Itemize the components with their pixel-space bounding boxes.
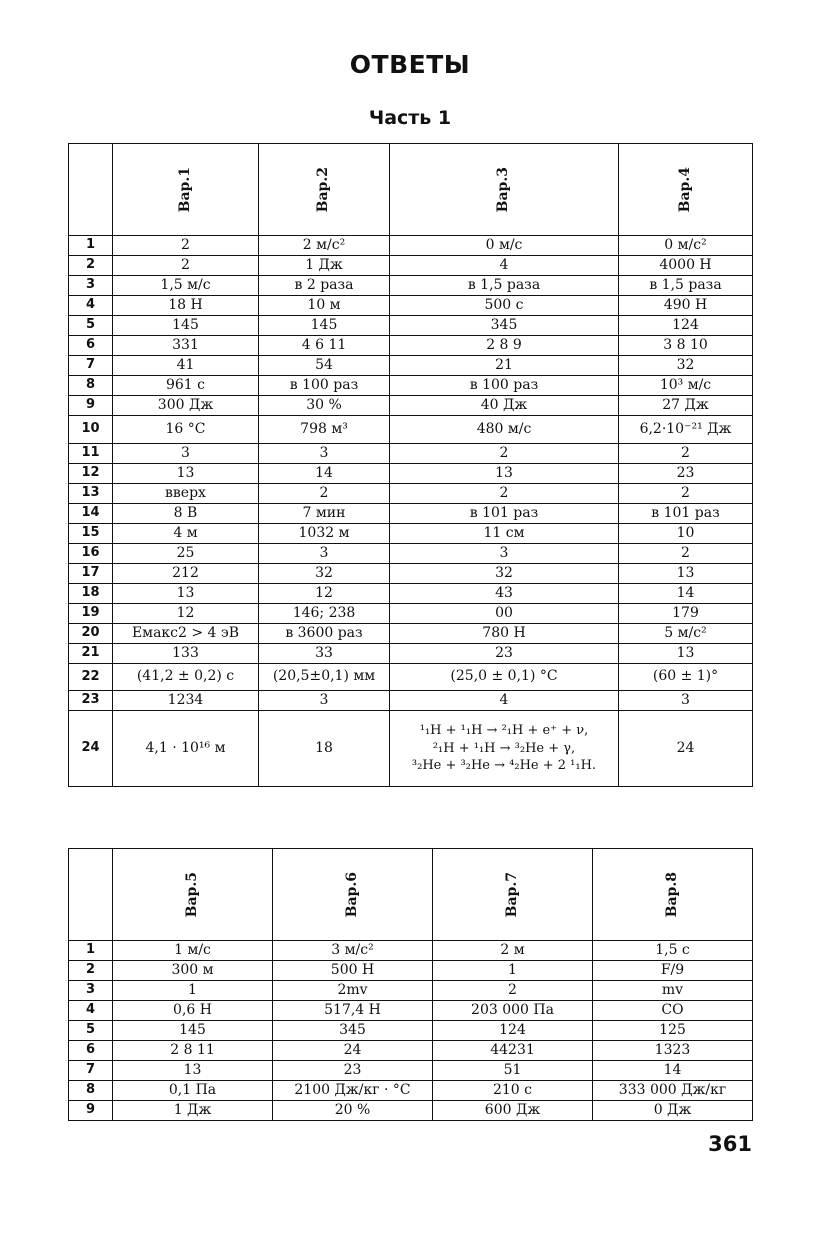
question-number: 13 bbox=[69, 484, 113, 504]
table-row bbox=[69, 1001, 753, 1021]
answer-cell: в 101 раз bbox=[390, 504, 619, 524]
question-number: 12 bbox=[69, 464, 113, 484]
answer-cell: 0 м/с bbox=[390, 236, 619, 256]
question-number: 8 bbox=[69, 376, 113, 396]
question-number: 21 bbox=[69, 644, 113, 664]
question-number: 14 bbox=[69, 504, 113, 524]
answer-cell: 20 % bbox=[273, 1101, 433, 1121]
table-row bbox=[69, 356, 753, 376]
answer-cell: 3 8 10 bbox=[619, 336, 753, 356]
answer-cell: 780 Н bbox=[390, 624, 619, 644]
answer-cell: 490 Н bbox=[619, 296, 753, 316]
table-row bbox=[69, 316, 753, 336]
question-number: 19 bbox=[69, 604, 113, 624]
answer-cell: 0,6 Н bbox=[113, 1001, 273, 1021]
answer-cell: 0,1 Па bbox=[113, 1081, 273, 1101]
table-row bbox=[69, 664, 753, 691]
table-row bbox=[69, 464, 753, 484]
answer-cell: 1,5 с bbox=[593, 941, 753, 961]
answer-cell: 10 м bbox=[259, 296, 390, 316]
table-row bbox=[69, 711, 753, 787]
variant-header-label: Вар.2 bbox=[315, 166, 332, 213]
answer-cell: 0 Дж bbox=[593, 1101, 753, 1121]
question-number: 20 bbox=[69, 624, 113, 644]
answer-cell: 3 м/с² bbox=[273, 941, 433, 961]
answer-cell: 32 bbox=[619, 356, 753, 376]
table-row bbox=[69, 1101, 753, 1121]
answer-cell: (20,5±0,1) мм bbox=[259, 664, 390, 691]
question-number: 17 bbox=[69, 564, 113, 584]
answer-cell: 0 м/с² bbox=[619, 236, 753, 256]
answer-cell: в 100 раз bbox=[259, 376, 390, 396]
answer-cell: 2 bbox=[113, 236, 259, 256]
answer-cell: 3 bbox=[259, 544, 390, 564]
variant-header-label: Вар.3 bbox=[495, 166, 512, 213]
answer-cell: 18 bbox=[259, 711, 390, 787]
question-number: 22 bbox=[69, 664, 113, 691]
answer-cell: Eмакс2 > 4 эВ bbox=[113, 624, 259, 644]
answer-cell: 41 bbox=[113, 356, 259, 376]
table-row bbox=[69, 484, 753, 504]
table-row bbox=[69, 691, 753, 711]
answer-cell: 2 bbox=[619, 484, 753, 504]
question-number: 4 bbox=[69, 1001, 113, 1021]
answer-cell: 43 bbox=[390, 584, 619, 604]
answer-cell: ¹₁H + ¹₁H → ²₁H + e⁺ + ν, ²₁H + ¹₁H → ³₂He + γ, ³₂He + ³₂He → ⁴₂He + 2 ¹₁H. bbox=[390, 711, 619, 787]
page-title: ОТВЕТЫ bbox=[349, 50, 471, 79]
answer-cell: 145 bbox=[259, 316, 390, 336]
answer-cell: 16 °С bbox=[113, 416, 259, 444]
question-number: 6 bbox=[69, 1041, 113, 1061]
answer-cell: 145 bbox=[113, 1021, 273, 1041]
answer-cell: 00 bbox=[390, 604, 619, 624]
answer-cell: в 1,5 раза bbox=[390, 276, 619, 296]
table-row bbox=[69, 981, 753, 1001]
answer-cell: 6,2·10⁻²¹ Дж bbox=[619, 416, 753, 444]
answer-cell: 480 м/с bbox=[390, 416, 619, 444]
table-row bbox=[69, 444, 753, 464]
answer-cell: 13 bbox=[619, 644, 753, 664]
table-row bbox=[69, 1041, 753, 1061]
answer-cell: 32 bbox=[390, 564, 619, 584]
answer-cell: 54 bbox=[259, 356, 390, 376]
answer-cell: 4 6 11 bbox=[259, 336, 390, 356]
answer-cell: 11 см bbox=[390, 524, 619, 544]
answer-cell: в 2 раза bbox=[259, 276, 390, 296]
answer-cell: 13 bbox=[113, 464, 259, 484]
answer-cell: 44231 bbox=[433, 1041, 593, 1061]
answer-cell: 3 bbox=[259, 444, 390, 464]
answer-cell: 2100 Дж/кг · °С bbox=[273, 1081, 433, 1101]
answer-cell: 125 bbox=[593, 1021, 753, 1041]
answer-cell: 14 bbox=[593, 1061, 753, 1081]
answer-cell: 12 bbox=[113, 604, 259, 624]
answer-cell: 13 bbox=[619, 564, 753, 584]
answer-cell: 40 Дж bbox=[390, 396, 619, 416]
corner-cell bbox=[69, 144, 113, 236]
answer-cell: 13 bbox=[113, 584, 259, 604]
table-row bbox=[69, 544, 753, 564]
table-row bbox=[69, 624, 753, 644]
question-number: 10 bbox=[69, 416, 113, 444]
answer-cell: 14 bbox=[259, 464, 390, 484]
answer-cell: 4,1 · 10¹⁶ м bbox=[113, 711, 259, 787]
question-number: 7 bbox=[69, 356, 113, 376]
answer-cell: 3 bbox=[259, 691, 390, 711]
variant-header-label: Вар.7 bbox=[503, 871, 520, 918]
header-row bbox=[69, 144, 753, 236]
answer-cell: 1 Дж bbox=[259, 256, 390, 276]
answer-cell: 10³ м/с bbox=[619, 376, 753, 396]
variant-header bbox=[390, 144, 619, 236]
answer-cell: в 1,5 раза bbox=[619, 276, 753, 296]
answer-cell: 345 bbox=[390, 316, 619, 336]
answer-cell: 500 Н bbox=[273, 961, 433, 981]
table-row bbox=[69, 584, 753, 604]
answer-cell: 124 bbox=[433, 1021, 593, 1041]
answer-cell: 798 м³ bbox=[259, 416, 390, 444]
question-number: 8 bbox=[69, 1081, 113, 1101]
answer-cell: 1 bbox=[113, 981, 273, 1001]
question-number: 24 bbox=[69, 711, 113, 787]
answer-cell: 1 bbox=[433, 961, 593, 981]
question-number: 7 bbox=[69, 1061, 113, 1081]
variant-header bbox=[113, 144, 259, 236]
answer-cell: 124 bbox=[619, 316, 753, 336]
answer-cell: 1 м/с bbox=[113, 941, 273, 961]
answer-cell: 5 м/с² bbox=[619, 624, 753, 644]
answer-cell: 2 м/с² bbox=[259, 236, 390, 256]
table-row bbox=[69, 396, 753, 416]
table-row bbox=[69, 416, 753, 444]
answer-cell: 331 bbox=[113, 336, 259, 356]
table-row bbox=[69, 1021, 753, 1041]
answer-cell: 300 м bbox=[113, 961, 273, 981]
table-row bbox=[69, 604, 753, 624]
answer-cell: (41,2 ± 0,2) с bbox=[113, 664, 259, 691]
answer-cell: 333 000 Дж/кг bbox=[593, 1081, 753, 1101]
answer-cell: 3 bbox=[619, 691, 753, 711]
table-row bbox=[69, 1061, 753, 1081]
answer-cell: 21 bbox=[390, 356, 619, 376]
answer-cell: 961 с bbox=[113, 376, 259, 396]
table-row bbox=[69, 296, 753, 316]
answer-cell: 32 bbox=[259, 564, 390, 584]
question-number: 16 bbox=[69, 544, 113, 564]
table-row bbox=[69, 1081, 753, 1101]
table-row bbox=[69, 376, 753, 396]
answer-cell: 1234 bbox=[113, 691, 259, 711]
variant-header bbox=[259, 144, 390, 236]
question-number: 9 bbox=[69, 396, 113, 416]
answer-cell: F/9 bbox=[593, 961, 753, 981]
question-number: 15 bbox=[69, 524, 113, 544]
table-row bbox=[69, 504, 753, 524]
answer-cell: СО bbox=[593, 1001, 753, 1021]
question-number: 3 bbox=[69, 276, 113, 296]
answer-cell: 133 bbox=[113, 644, 259, 664]
table-row bbox=[69, 941, 753, 961]
answer-cell: (60 ± 1)° bbox=[619, 664, 753, 691]
answer-cell: (25,0 ± 0,1) °С bbox=[390, 664, 619, 691]
answer-cell: 4 м bbox=[113, 524, 259, 544]
corner-cell bbox=[69, 849, 113, 941]
variant-header bbox=[273, 849, 433, 941]
answer-cell: 345 bbox=[273, 1021, 433, 1041]
question-number: 5 bbox=[69, 1021, 113, 1041]
section-subtitle: Часть 1 bbox=[368, 107, 452, 129]
variant-header-label: Вар.8 bbox=[663, 871, 680, 918]
answer-cell: 2 bbox=[619, 444, 753, 464]
answer-cell: 13 bbox=[113, 1061, 273, 1081]
answer-cell: 517,4 Н bbox=[273, 1001, 433, 1021]
answer-cell: 146; 238 bbox=[259, 604, 390, 624]
answer-cell: 51 bbox=[433, 1061, 593, 1081]
question-number: 9 bbox=[69, 1101, 113, 1121]
answer-cell: 12 bbox=[259, 584, 390, 604]
answer-cell: 145 bbox=[113, 316, 259, 336]
answer-cell: 2 bbox=[390, 444, 619, 464]
table-row bbox=[69, 236, 753, 256]
answer-cell: 203 000 Па bbox=[433, 1001, 593, 1021]
table-row bbox=[69, 524, 753, 544]
answer-cell: 2 bbox=[433, 981, 593, 1001]
answer-cell: 23 bbox=[619, 464, 753, 484]
header-row bbox=[69, 849, 753, 941]
answer-cell: 500 с bbox=[390, 296, 619, 316]
page-number: 361 bbox=[708, 1132, 752, 1156]
answer-cell: 8 В bbox=[113, 504, 259, 524]
variant-header bbox=[433, 849, 593, 941]
answer-cell: 2 м bbox=[433, 941, 593, 961]
variant-header bbox=[593, 849, 753, 941]
table-row bbox=[69, 564, 753, 584]
answer-cell: 25 bbox=[113, 544, 259, 564]
question-number: 2 bbox=[69, 961, 113, 981]
answer-cell: mv bbox=[593, 981, 753, 1001]
answer-cell: 30 % bbox=[259, 396, 390, 416]
answer-cell: 7 мин bbox=[259, 504, 390, 524]
question-number: 2 bbox=[69, 256, 113, 276]
answer-cell: 27 Дж bbox=[619, 396, 753, 416]
question-number: 4 bbox=[69, 296, 113, 316]
answer-cell: 33 bbox=[259, 644, 390, 664]
answer-cell: 1,5 м/с bbox=[113, 276, 259, 296]
answer-cell: 3 bbox=[390, 544, 619, 564]
answer-cell: 2 bbox=[113, 256, 259, 276]
table-row bbox=[69, 644, 753, 664]
question-number: 5 bbox=[69, 316, 113, 336]
answer-cell: 1323 bbox=[593, 1041, 753, 1061]
answer-cell: 2 bbox=[619, 544, 753, 564]
answer-cell: 3 bbox=[113, 444, 259, 464]
answer-cell: 24 bbox=[619, 711, 753, 787]
variant-header bbox=[113, 849, 273, 941]
answer-cell: 23 bbox=[390, 644, 619, 664]
answer-cell: 23 bbox=[273, 1061, 433, 1081]
answers-table-1 bbox=[68, 143, 753, 787]
answer-cell: 10 bbox=[619, 524, 753, 544]
question-number: 3 bbox=[69, 981, 113, 1001]
answer-cell: в 3600 раз bbox=[259, 624, 390, 644]
answer-cell: 13 bbox=[390, 464, 619, 484]
answer-cell: 1 Дж bbox=[113, 1101, 273, 1121]
answer-cell: 1032 м bbox=[259, 524, 390, 544]
variant-header-label: Вар.6 bbox=[343, 871, 360, 918]
answer-cell: 212 bbox=[113, 564, 259, 584]
answer-cell: 600 Дж bbox=[433, 1101, 593, 1121]
answer-cell: 2 bbox=[259, 484, 390, 504]
table-row bbox=[69, 276, 753, 296]
answer-cell: 4 bbox=[390, 691, 619, 711]
question-number: 6 bbox=[69, 336, 113, 356]
answer-cell: 2 8 11 bbox=[113, 1041, 273, 1061]
question-number: 18 bbox=[69, 584, 113, 604]
table-row bbox=[69, 256, 753, 276]
answer-cell: 14 bbox=[619, 584, 753, 604]
answer-cell: 2 bbox=[390, 484, 619, 504]
answer-cell: 210 с bbox=[433, 1081, 593, 1101]
table-row bbox=[69, 336, 753, 356]
answer-cell: 4000 Н bbox=[619, 256, 753, 276]
answer-cell: в 100 раз bbox=[390, 376, 619, 396]
variant-header-label: Вар.5 bbox=[183, 871, 200, 918]
answer-cell: 179 bbox=[619, 604, 753, 624]
answer-cell: в 101 раз bbox=[619, 504, 753, 524]
answer-cell: вверх bbox=[113, 484, 259, 504]
answer-cell: 2mv bbox=[273, 981, 433, 1001]
answers-table-2 bbox=[68, 848, 753, 1121]
question-number: 1 bbox=[69, 236, 113, 256]
question-number: 23 bbox=[69, 691, 113, 711]
answer-cell: 18 Н bbox=[113, 296, 259, 316]
answer-cell: 24 bbox=[273, 1041, 433, 1061]
table-row bbox=[69, 961, 753, 981]
answer-cell: 4 bbox=[390, 256, 619, 276]
answer-cell: 2 8 9 bbox=[390, 336, 619, 356]
variant-header-label: Вар.1 bbox=[176, 166, 193, 213]
question-number: 1 bbox=[69, 941, 113, 961]
answer-cell: 300 Дж bbox=[113, 396, 259, 416]
variant-header-label: Вар.4 bbox=[676, 166, 693, 213]
variant-header bbox=[619, 144, 753, 236]
question-number: 11 bbox=[69, 444, 113, 464]
